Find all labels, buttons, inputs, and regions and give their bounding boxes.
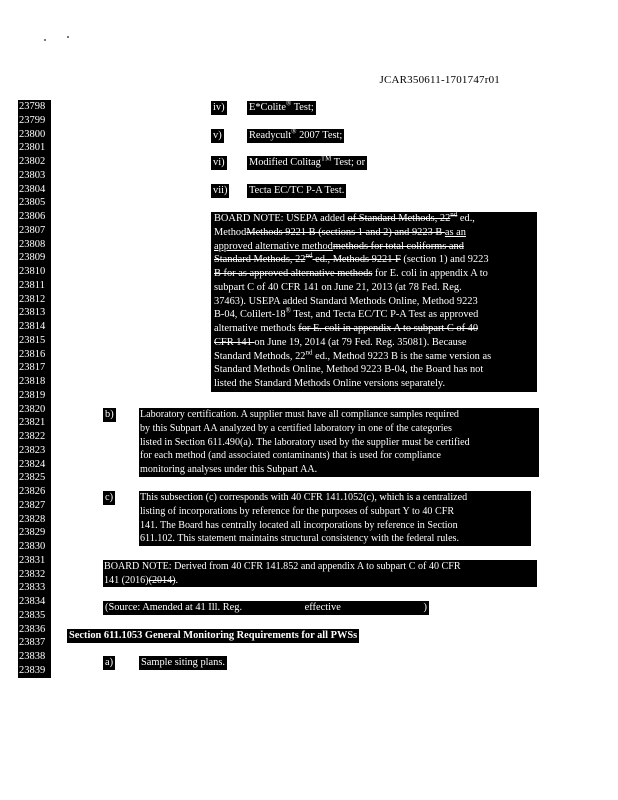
line-number: 23829 <box>18 526 51 540</box>
line-number: 23834 <box>18 595 51 609</box>
item-a-text: Sample siting plans. <box>141 657 225 668</box>
line-number: 23837 <box>18 636 51 650</box>
line-number: 23816 <box>18 348 51 362</box>
line-number: 23818 <box>18 375 51 389</box>
line-number: 23819 <box>18 389 51 403</box>
line-number: 23808 <box>18 238 51 252</box>
line-number: 23822 <box>18 430 51 444</box>
line-number: 23839 <box>18 664 51 678</box>
line-number: 23824 <box>18 458 51 472</box>
line-number: 23798 <box>18 100 51 114</box>
scan-speck <box>44 39 46 41</box>
document-id: JCAR350611-1701747r01 <box>379 74 500 86</box>
line-number: 23815 <box>18 334 51 348</box>
test-number: vii) <box>213 185 228 196</box>
section-c-label: c) <box>105 492 114 503</box>
line-number: 23807 <box>18 224 51 238</box>
board-note-1: BOARD NOTE: USEPA added of Standard Methods, 22nd ed., MethodMethods 9221 B (sections 1 and 2) and 9223 B as an approved alternative methodmethods for total coliforms and Standard Methods, 22nd ed., Methods 9221 F (section 1) and 9223 B for as approved alternative methods for E. coli in appendix A to subpart C of 40 CFR 141 on June 21, 2013 (at 78 Fed. Reg. 37463). USEPA added Standard Methods Online, Method 9223 B-04, Colilert-18® Test, and Tecta EC/TC P-A Test as approved alternative methods for E. coli in appendix A to subpart C of 40 CFR 141 on June 19, 2014 (at 79 Fed. Reg. 35081). Because Standard Methods, 22nd ed., Method 9223 B is the same version as Standard Methods Online, Method 9223 B-04, the Board has not listed the Standard Methods Online versions separately. <box>211 212 537 392</box>
line-number: 23820 <box>18 403 51 417</box>
section-b-text: Laboratory certification. A supplier must have all compliance samples required by this Subpart AA analyzed by a certified laboratory in one of the categories listed in Section 611.490(a). The laboratory used by the supplier must be certified for each method (and associated contaminants) that is used for compliance monitoring analyses under this Subpart AA. <box>139 408 539 477</box>
section-c-text: This subsection (c) corresponds with 40 CFR 141.1052(c), which is a centralized listing of incorporations by reference for the purposes of subpart Y to 40 CFR 141. The Board has centrally located all incorporations by reference in Section 611.102. This statement maintains structural consistency with the federal rules. <box>139 491 531 546</box>
line-number: 23817 <box>18 361 51 375</box>
line-number: 23801 <box>18 141 51 155</box>
line-number: 23830 <box>18 540 51 554</box>
test-number: v) <box>213 130 222 141</box>
line-number: 23833 <box>18 581 51 595</box>
line-number: 23803 <box>18 169 51 183</box>
line-number: 23813 <box>18 306 51 320</box>
line-number: 23806 <box>18 210 51 224</box>
line-number: 23810 <box>18 265 51 279</box>
line-number: 23823 <box>18 444 51 458</box>
section-heading: Section 611.1053 General Monitoring Requirements for all PWSs <box>69 630 358 641</box>
line-number: 23814 <box>18 320 51 334</box>
test-item: Tecta EC/TC P-A Test. <box>249 185 345 196</box>
line-number: 23800 <box>18 128 51 142</box>
line-number: 23812 <box>18 293 51 307</box>
line-number: 23811 <box>18 279 51 293</box>
test-item: Modified Colitag™ Test; or <box>249 154 366 168</box>
line-number: 23802 <box>18 155 51 169</box>
line-number: 23825 <box>18 471 51 485</box>
line-number: 23809 <box>18 251 51 265</box>
line-number: 23838 <box>18 650 51 664</box>
line-number: 23799 <box>18 114 51 128</box>
line-number: 23828 <box>18 513 51 527</box>
board-note-2: BOARD NOTE: Derived from 40 CFR 141.852 and appendix A to subpart C of 40 CFR 141 (2016)(2014). <box>103 560 537 587</box>
scan-speck <box>67 36 69 38</box>
line-number: 23827 <box>18 499 51 513</box>
line-number: 23836 <box>18 623 51 637</box>
section-b-label: b) <box>105 409 114 420</box>
line-number: 23826 <box>18 485 51 499</box>
line-number: 23835 <box>18 609 51 623</box>
line-number: 23821 <box>18 416 51 430</box>
test-item: Readycult® 2007 Test; <box>249 127 343 141</box>
line-number: 23832 <box>18 568 51 582</box>
item-a-label: a) <box>105 657 114 668</box>
line-number: 23804 <box>18 183 51 197</box>
line-number: 23805 <box>18 196 51 210</box>
source-note: (Source: Amended at 41 Ill. Reg. effective ) <box>105 602 427 613</box>
test-number: vi) <box>213 157 225 168</box>
line-number: 23831 <box>18 554 51 568</box>
test-item: E*Colite® Test; <box>249 99 314 113</box>
line-number-column <box>18 100 52 678</box>
test-number: iv) <box>213 102 225 113</box>
